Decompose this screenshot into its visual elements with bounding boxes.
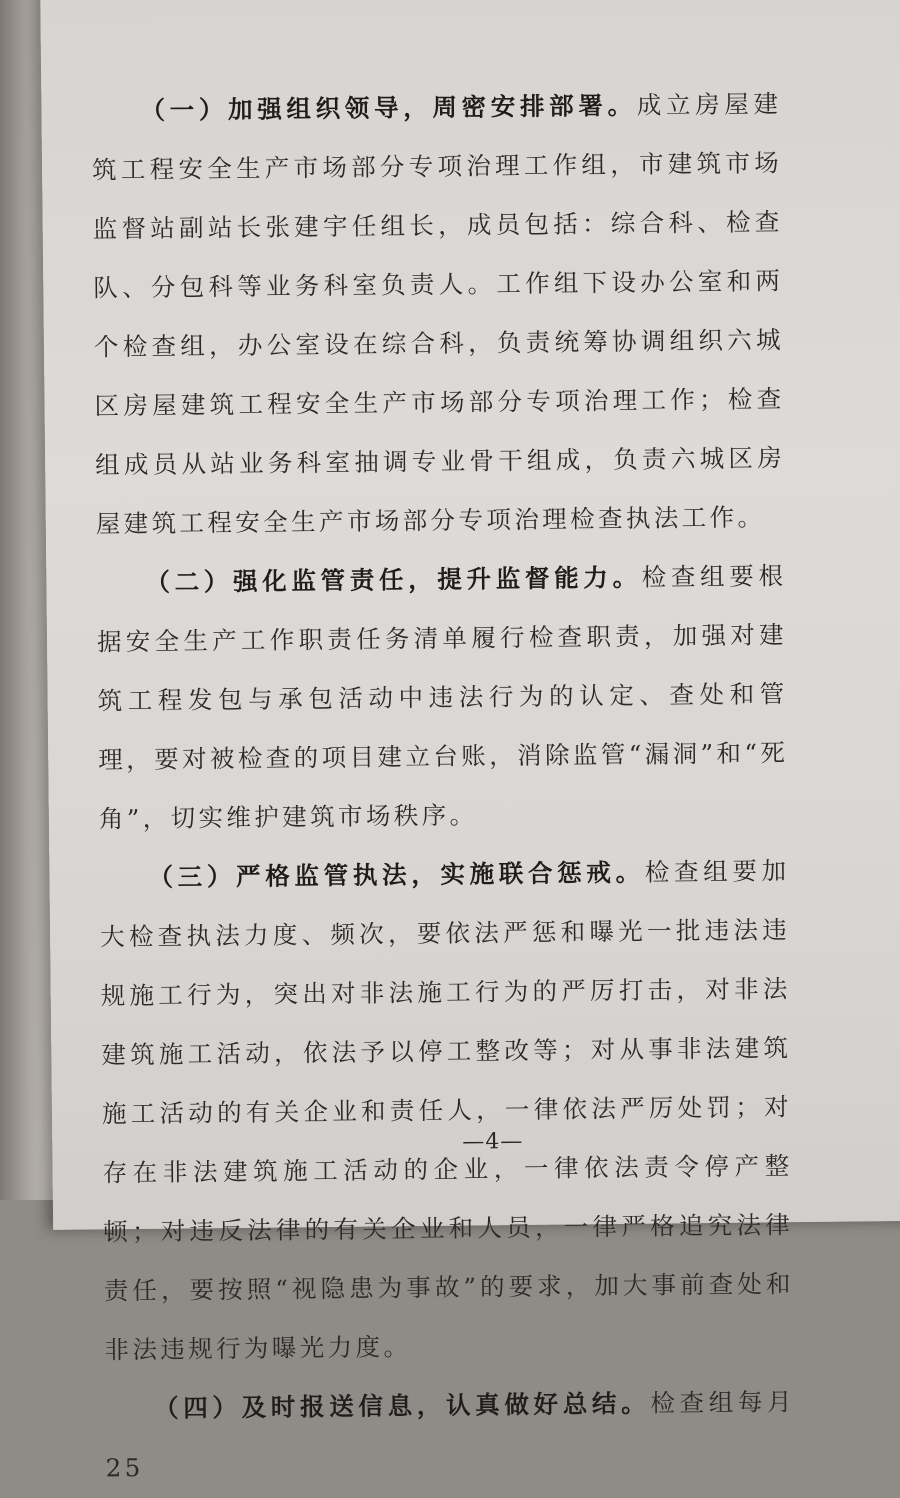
paragraph-2-heading: （二）强化监管责任，提升监督能力。 bbox=[145, 562, 642, 597]
paragraph-4 bbox=[105, 1372, 796, 1497]
paragraph-1-body: 成立房屋建筑工程安全生产市场部分专项治理工作组，市建筑市场监督站副站长张建宇任组长，成员包括：综合科、检查队、分包科等业务科室负责人。工作组下设办公室和两个检查组，办公室设在综合科，负责统筹协调组织六城区房屋建筑工程安全生产市场部分专项治理工作；检查组成员从站业务科室抽调专业骨干组成，负责六城区房屋建筑工程安全生产市场部分专项治理检查执法工作。 bbox=[91, 89, 786, 539]
paragraph-1-heading: （一）加强组织领导，周密安排部署。 bbox=[140, 90, 637, 125]
paragraph-4-body: 检查组每月25 bbox=[105, 1387, 796, 1483]
paragraph-3-heading: （三）严格监管执法，实施联合惩戒。 bbox=[148, 857, 645, 892]
paragraph-2-body: 检查组要根据安全生产工作职责任务清单履行检查职责，加强对建筑工程发包与承包活动中违法行为的认定、查处和管理，要对被检查的项目建立台账，消除监管“漏洞”和“死角”，切实维护建筑市场秩序。 bbox=[96, 561, 789, 834]
document-page bbox=[40, 0, 900, 1483]
page-number: —4— bbox=[462, 1129, 524, 1155]
paragraph-1 bbox=[91, 74, 786, 553]
paragraph-3 bbox=[99, 841, 795, 1379]
document-body bbox=[91, 74, 796, 1497]
paragraph-3-body: 检查组要加大检查执法力度、频次，要依法严惩和曝光一批违法违规施工行为，突出对非法施工行为的严厉打击，对非法建筑施工活动，依法予以停工整改等；对从事非法建筑施工活动的有关企业和责任人，一律依法严厉处罚；对存在非法建筑施工活动的企业，一律依法责令停产整顿；对违反法律的有关企业和人员，一律严格追究法律责任，要按照“视隐患为事故”的要求，加大事前查处和非法违规行为曝光力度。 bbox=[99, 856, 794, 1365]
paragraph-4-heading: （四）及时报送信息，认真做好总结。 bbox=[153, 1388, 651, 1423]
paragraph-2 bbox=[96, 546, 789, 848]
